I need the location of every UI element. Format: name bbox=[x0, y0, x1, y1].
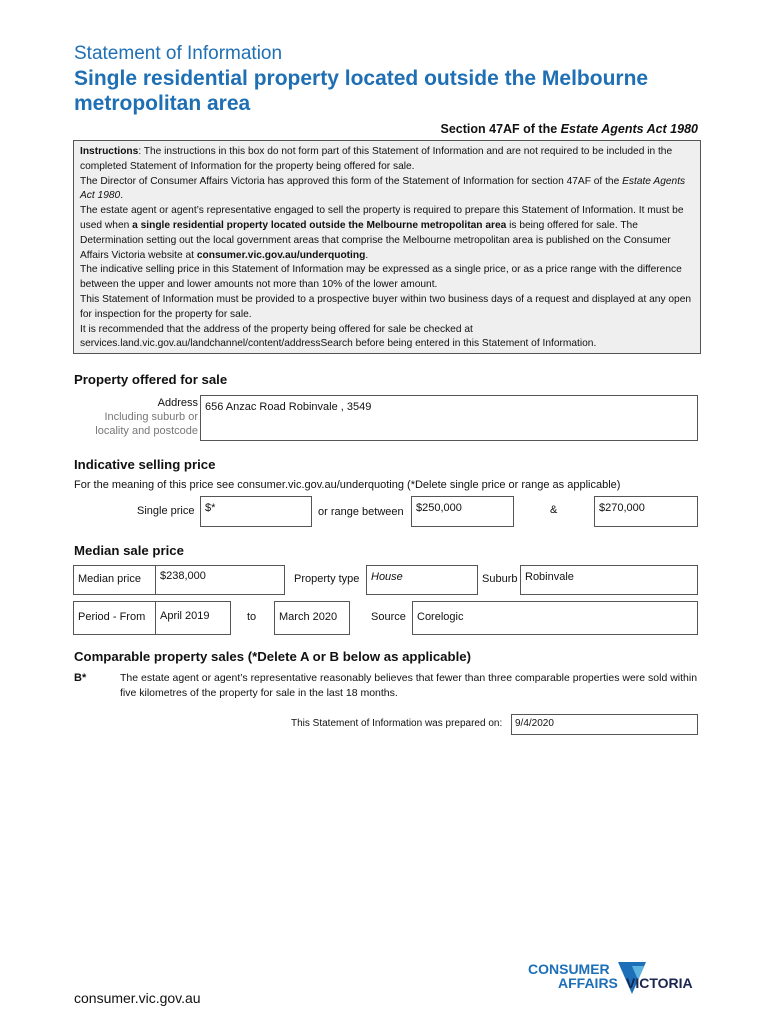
instructions-paragraph-4: The indicative selling price in this Statement of Information may be expressed as a single price, or as a price range with the difference between the upper and lower amounts not more than 10% of the lower amount. bbox=[80, 264, 682, 291]
logo-text-consumer: CONSUMER bbox=[528, 961, 610, 977]
range-low-field[interactable]: $250,000 bbox=[411, 496, 514, 527]
source-label: Source bbox=[371, 611, 406, 623]
document-type: Statement of Information bbox=[74, 43, 283, 64]
section-prefix: Section 47AF of the bbox=[440, 122, 558, 136]
page-title: Single residential property located outside the Melbourne metropolitan area bbox=[74, 67, 649, 115]
instructions-paragraph-5: This Statement of Information must be provided to a prospective buyer within two business days of a request and displayed at any open for inspection for the property for sale. bbox=[80, 293, 692, 320]
instructions-paragraph-2 bbox=[80, 175, 694, 205]
instructions-paragraph-6: It is recommended that the address of the property being offered for sale be checked at services.land.vic.gov.au/landchannel/content/addressSearch before being entered in this Statement of Information. bbox=[80, 323, 597, 350]
suburb-label: Suburb bbox=[482, 573, 518, 585]
instructions-paragraph-1 bbox=[80, 145, 694, 175]
instructions-text-3b: is being offered for sale. The Determination setting out the local government areas that comprise the Melbourne metropolitan area is published on the Consumer Affairs Victoria website at bbox=[80, 219, 671, 261]
instructions-text-2: The Director of Consumer Affairs Victoria has approved this form of the Statement of Information for section 47AF of the bbox=[80, 175, 623, 187]
instructions-text-1: : The instructions in this box do not form part of this Statement of Information and are not required to be included in the completed Statement of Information for the property being offered for sale. bbox=[80, 146, 673, 172]
range-label: or range between bbox=[318, 506, 404, 518]
instructions-text-3-bold: a single residential property located outside the Melbourne metropolitan area bbox=[132, 219, 507, 231]
source-field[interactable]: Corelogic bbox=[412, 601, 698, 635]
instructions-paragraph-3 bbox=[80, 204, 694, 263]
property-type-label: Property type bbox=[294, 573, 360, 585]
period-from-field[interactable]: April 2019 bbox=[155, 601, 231, 635]
prepared-label: This Statement of Information was prepared on: bbox=[291, 718, 503, 729]
property-heading: Property offered for sale bbox=[74, 372, 228, 387]
range-high-field[interactable]: $270,000 bbox=[594, 496, 698, 527]
suburb-field[interactable]: Robinvale bbox=[520, 565, 698, 595]
footer-url[interactable]: consumer.vic.gov.au bbox=[74, 990, 201, 1006]
prepared-date-field[interactable]: 9/4/2020 bbox=[511, 714, 698, 735]
instructions-box bbox=[73, 140, 701, 354]
address-hint-2: locality and postcode bbox=[95, 425, 198, 437]
period-to-field[interactable]: March 2020 bbox=[274, 601, 350, 635]
single-price-field[interactable]: $* bbox=[200, 496, 312, 527]
range-ampersand: & bbox=[550, 504, 558, 516]
address-field[interactable]: 656 Anzac Road Robinvale , 3549 bbox=[200, 395, 698, 441]
instructions-text-3c: . bbox=[365, 249, 369, 261]
period-to-label: to bbox=[247, 611, 257, 623]
single-price-label: Single price bbox=[137, 505, 195, 517]
period-label: Period - From bbox=[78, 611, 146, 623]
logo-text-victoria: VICTORIA bbox=[626, 975, 693, 991]
logo-text-affairs: AFFAIRS bbox=[558, 975, 618, 991]
underquoting-link[interactable]: consumer.vic.gov.au/underquoting bbox=[196, 249, 366, 261]
comparable-text: The estate agent or agent’s representative reasonably believes that fewer than three comparable properties were sold within five kilometres of the property for sale in the last 18 months. bbox=[120, 672, 698, 699]
instructions-act: Estate Agents Act 1980 bbox=[80, 175, 686, 202]
comparable-marker: B* bbox=[74, 672, 87, 684]
address-hint-1: Including suburb or bbox=[104, 411, 198, 423]
median-price-label: Median price bbox=[78, 573, 141, 585]
instructions-text-3a: The estate agent or agent’s representative engaged to sell the property is required to prepare this Statement of Information. It must be used when bbox=[80, 205, 684, 231]
section-reference bbox=[441, 122, 699, 136]
median-price-field[interactable]: $238,000 bbox=[155, 565, 285, 595]
address-label: Address bbox=[157, 397, 198, 409]
property-type-field[interactable]: House bbox=[366, 565, 478, 595]
consumer-affairs-victoria-logo bbox=[528, 958, 702, 1002]
instructions-label: Instructions bbox=[80, 146, 139, 157]
instructions-text-2-end: . bbox=[120, 190, 124, 202]
section-act: Estate Agents Act 1980 bbox=[560, 122, 698, 136]
comparable-heading: Comparable property sales (*Delete A or B below as applicable) bbox=[74, 649, 471, 664]
median-heading: Median sale price bbox=[74, 543, 184, 558]
price-note: For the meaning of this price see consumer.vic.gov.au/underquoting (*Delete single price or range as applicable) bbox=[74, 479, 621, 491]
price-heading: Indicative selling price bbox=[74, 457, 216, 472]
